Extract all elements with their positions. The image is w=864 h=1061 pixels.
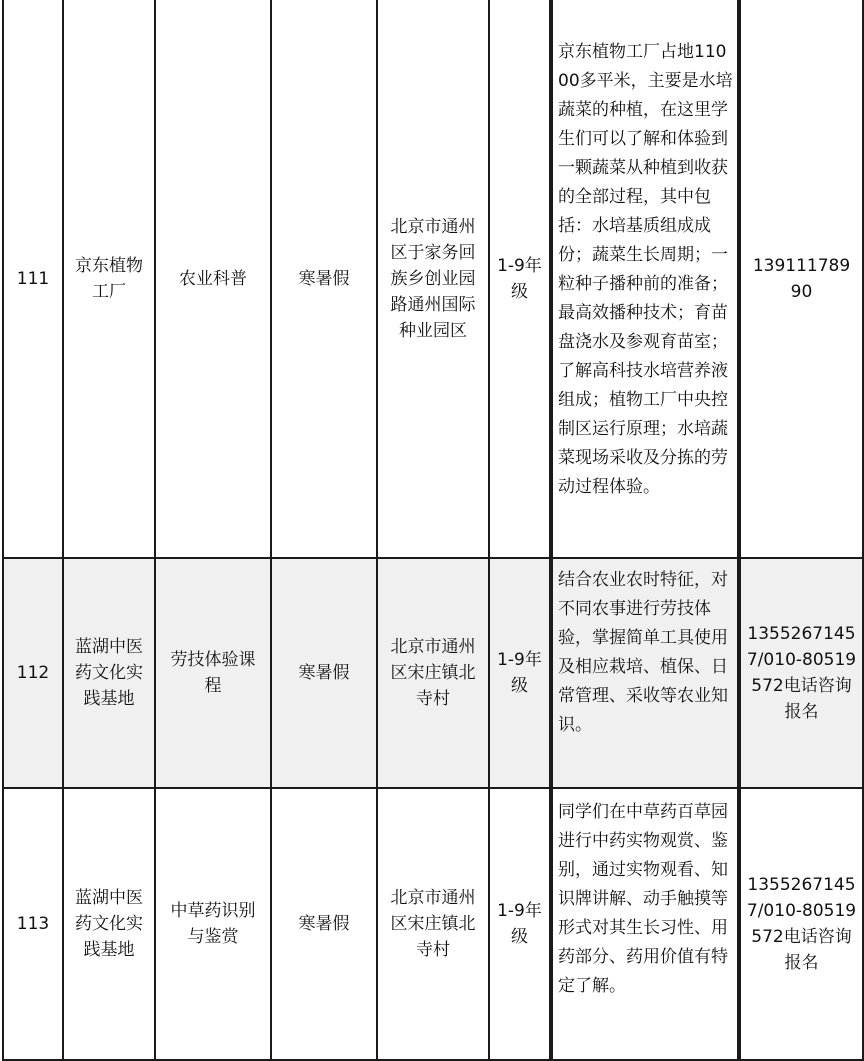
activity-time: 寒暑假 [271,788,377,1060]
row-number: 113 [3,788,63,1060]
course-name: 中草药识别与鉴赏 [155,788,271,1060]
table-row [3,788,863,1060]
activity-time: 寒暑假 [271,558,377,788]
base-name: 蓝湖中医药文化实践基地 [63,788,155,1060]
base-name: 蓝湖中医药文化实践基地 [63,558,155,788]
description: 结合农业农时特征，对不同农事进行劳技体验，掌握简单工具使用及相应栽培、植保、日常管理、采收等农业知识。 [551,558,739,788]
grade: 1-9年级 [489,788,551,1060]
address: 北京市通州区宋庄镇北寺村 [377,788,489,1060]
address: 北京市通州区宋庄镇北寺村 [377,558,489,788]
grade: 1-9年级 [489,558,551,788]
contact: 13911178990 [739,0,863,558]
contact: 13552671457/010-80519572电话咨询报名 [739,788,863,1060]
grade: 1-9年级 [489,0,551,558]
row-number: 112 [3,558,63,788]
course-name: 农业科普 [155,0,271,558]
activity-time: 寒暑假 [271,0,377,558]
table-row [3,0,863,558]
description: 同学们在中草药百草园进行中药实物观赏、鉴别，通过实物观看、知识牌讲解、动手触摸等形式对其生长习性、用药部分、药用价值有特定了解。 [551,788,739,1060]
address: 北京市通州区于家务回族乡创业园路通州国际种业园区 [377,0,489,558]
base-name: 京东植物工厂 [63,0,155,558]
course-name: 劳技体验课程 [155,558,271,788]
row-number: 111 [3,0,63,558]
activity-table [2,0,864,1061]
contact: 13552671457/010-80519572电话咨询报名 [739,558,863,788]
description: 京东植物工厂占地11000多平米，主要是水培蔬菜的种植，在这里学生们可以了解和体验到一颗蔬菜从种植到收获的全部过程，其中包括：水培基质组成成份；蔬菜生长周期；一粒种子播种前的准备；最高效播种技术；育苗盘浇水及参观育苗室；了解高科技水培营养液组成；植物工厂中央控制区运行原理；水培蔬菜现场采收及分拣的劳动过程体验。 [551,0,739,558]
table-row [3,558,863,788]
